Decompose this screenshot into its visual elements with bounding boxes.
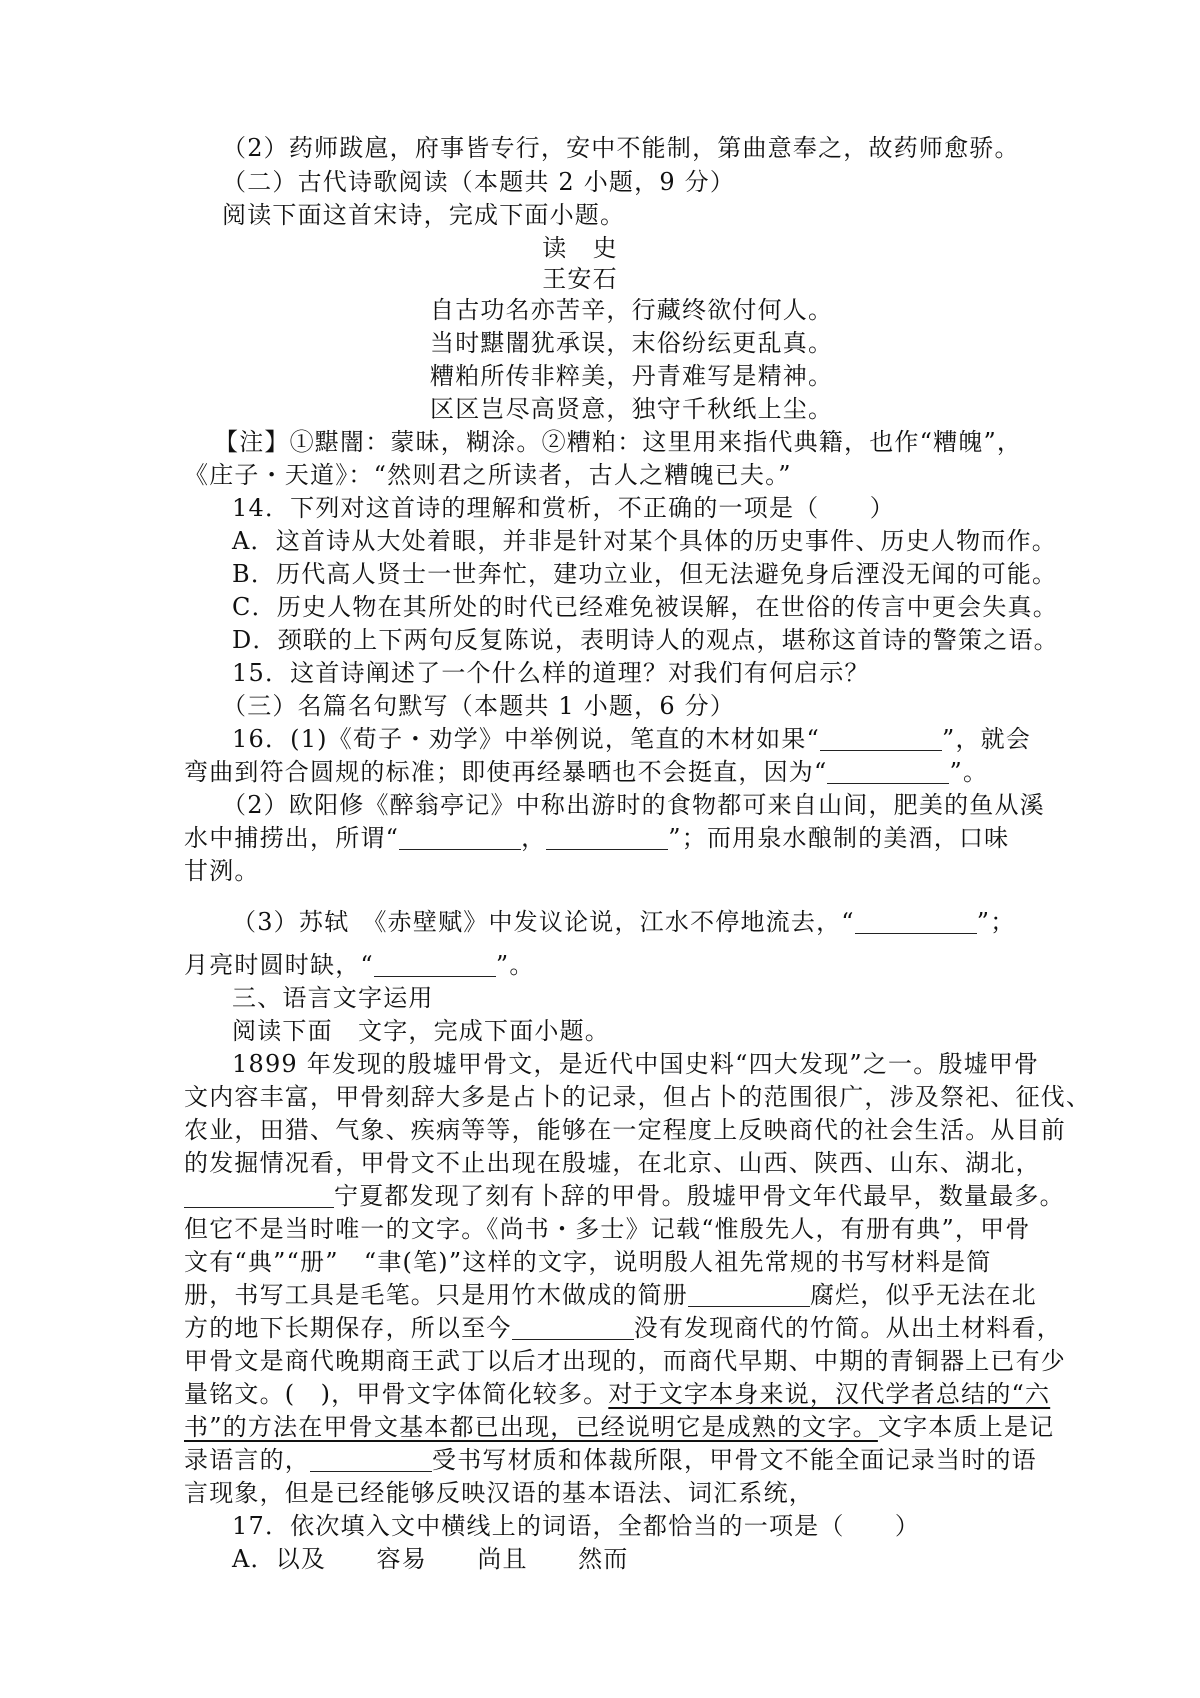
text: ， xyxy=(521,824,547,852)
text: ”； xyxy=(976,908,1016,936)
question-15: 15．这首诗阐述了一个什么样的道理？对我们有何启示？ xyxy=(232,659,870,687)
underlined-sentence: 书”的方法在甲骨文基本都已出现，已经说明它是成熟的文字。 xyxy=(184,1413,878,1441)
poem-title: 读 史 xyxy=(542,234,618,262)
section-3-heading: （三）名篇名句默写（本题共 1 小题，6 分） xyxy=(222,692,736,720)
passage-line xyxy=(184,1443,1044,1477)
text: ”，就会 xyxy=(942,725,1032,753)
poem-line-3: 糟粕所传非粹美，丹青难写是精神。 xyxy=(430,362,834,390)
question-16-3-line-1 xyxy=(232,905,1044,939)
question-17-option-a: A．以及 容易 尚且 然而 xyxy=(232,1545,629,1573)
text: 水中捕捞出，所谓“ xyxy=(184,824,400,852)
passage-line: 文内容丰富，甲骨刻辞大多是占卜的记录，但占卜的范围很广，涉及祭祀、征伐、 xyxy=(184,1083,1092,1111)
answer-blank[interactable] xyxy=(688,1280,810,1307)
text: 文字本质上是记 xyxy=(877,1413,1055,1441)
poem-line-2: 当时黮闇犹承误，末俗纷纭更乱真。 xyxy=(430,329,834,357)
text: ”；而用泉水酿制的美酒，口味 xyxy=(668,824,1010,852)
question-16-3-line-2 xyxy=(184,948,1044,982)
text: 月亮时圆时缺，“ xyxy=(184,951,374,979)
passage-line xyxy=(184,1179,1065,1213)
question-14-option-d: D．颈联的上下两句反复陈说，表明诗人的观点，堪称这首诗的警策之语。 xyxy=(232,626,1059,654)
text: （3）苏轼 《赤壁赋》中发议论说，江水不停地流去，“ xyxy=(232,908,855,936)
passage-line: 言现象，但是已经能够反映汉语的基本语法、词汇系统， xyxy=(184,1479,814,1507)
passage-line: 但它不是当时唯一的文字。《尚书・多士》记载“惟殷先人，有册有典”，甲骨 xyxy=(184,1215,1031,1243)
poem-note-2: 《庄子・天道》：“然则君之所读者，古人之糟魄已夫。” xyxy=(184,461,792,489)
text: 宁夏都发现了刻有卜辞的甲骨。殷墟甲骨文年代最早，数量最多。 xyxy=(334,1182,1065,1210)
answer-blank[interactable] xyxy=(827,757,949,784)
passage-line: 1899 年发现的殷墟甲骨文，是近代中国史料“四大发现”之一。殷墟甲骨 xyxy=(232,1050,1040,1078)
question-17: 17．依次填入文中横线上的词语，全都恰当的一项是（ ） xyxy=(232,1512,921,1540)
passage-line xyxy=(184,1410,1055,1444)
answer-blank[interactable] xyxy=(820,724,942,751)
question-14-option-a: A．这首诗从大处着眼，并非是针对某个具体的历史事件、历史人物而作。 xyxy=(232,527,1057,555)
text: 受书写材质和体裁所限，甲骨文不能全面记录当时的语 xyxy=(432,1446,1037,1474)
part-3-heading: 三、语言文字运用 xyxy=(232,984,434,1012)
answer-blank[interactable] xyxy=(374,950,496,977)
answer-blank[interactable] xyxy=(512,1313,634,1340)
underlined-sentence: 对于文字本身来说，汉代学者总结的“六 xyxy=(608,1380,1051,1408)
question-16-2-line-3: 甘洌。 xyxy=(184,857,260,885)
question-16-1-line-2 xyxy=(184,755,1044,789)
answer-blank[interactable] xyxy=(855,907,977,934)
question-16-1-line-1 xyxy=(232,722,1044,756)
reading-instruction: 阅读下面 文字，完成下面小题。 xyxy=(232,1017,610,1045)
question-16-2-line-2 xyxy=(184,821,1044,855)
poem-line-4: 区区岂尽高贤意，独守千秋纸上尘。 xyxy=(430,395,834,423)
poem-instruction: 阅读下面这首宋诗，完成下面小题。 xyxy=(222,201,626,229)
passage-line xyxy=(184,1278,1044,1312)
text: 方的地下长期保存，所以至今 xyxy=(184,1314,512,1342)
text: ”。 xyxy=(495,951,535,979)
question-14-option-b: B．历代高人贤士一世奔忙，建功立业，但无法避免身后湮没无闻的可能。 xyxy=(232,560,1058,588)
text: 弯曲到符合圆规的标准；即使再经暴晒也不会挺直，因为“ xyxy=(184,758,828,786)
passage-line: 的发掘情况看，甲骨文不止出现在殷墟，在北京、山西、陕西、山东、湖北， xyxy=(184,1149,1041,1177)
question-14-option-c: C．历史人物在其所处的时代已经难免被误解，在世俗的传言中更会失真。 xyxy=(232,593,1058,621)
answer-blank[interactable] xyxy=(184,1181,334,1208)
answer-blank[interactable] xyxy=(399,823,521,850)
text: 腐烂，似乎无法在北 xyxy=(810,1281,1037,1309)
text: 没有发现商代的竹简。从出土材料看， xyxy=(633,1314,1063,1342)
answer-blank[interactable] xyxy=(546,823,668,850)
passage-line: 甲骨文是商代晚期商王武丁以后才出现的，而商代早期、中期的青铜器上已有少 xyxy=(184,1347,1066,1375)
poem-line-1: 自古功名亦苦辛，行藏终欲付何人。 xyxy=(430,296,834,324)
q13-sentence-2: （2）药师跋扈，府事皆专行，安中不能制，第曲意奉之，故药师愈骄。 xyxy=(222,134,1020,162)
text: ”。 xyxy=(949,758,989,786)
text: 册，书写工具是毛笔。只是用竹木做成的简册 xyxy=(184,1281,688,1309)
text: 录语言的， xyxy=(184,1446,310,1474)
passage-line xyxy=(184,1377,1051,1411)
text: 量铭文。( )，甲骨文字体简化较多。 xyxy=(184,1380,609,1408)
poem-note-1: 【注】①黮闇：蒙昧，糊涂。②糟粕：这里用来指代典籍，也作“糟魄”， xyxy=(214,428,1023,456)
section-2-heading: （二）古代诗歌阅读（本题共 2 小题，9 分） xyxy=(222,168,736,196)
passage-line xyxy=(184,1311,1063,1345)
text: 16．(1)《荀子・劝学》中举例说，笔直的木材如果“ xyxy=(232,725,821,753)
passage-line: 农业，田猎、气象、疾病等等，能够在一定程度上反映商代的社会生活。从目前 xyxy=(184,1116,1066,1144)
answer-blank[interactable] xyxy=(310,1445,432,1472)
passage-line: 文有“典”“册” “聿(笔)”这样的文字，说明殷人祖先常规的书写材料是简 xyxy=(184,1248,992,1276)
question-16-2-line-1: （2）欧阳修《醉翁亭记》中称出游时的食物都可来自山间，肥美的鱼从溪 xyxy=(222,791,1045,819)
question-14: 14．下列对这首诗的理解和赏析，不正确的一项是（ ） xyxy=(232,494,895,522)
poem-author: 王安石 xyxy=(542,265,618,293)
